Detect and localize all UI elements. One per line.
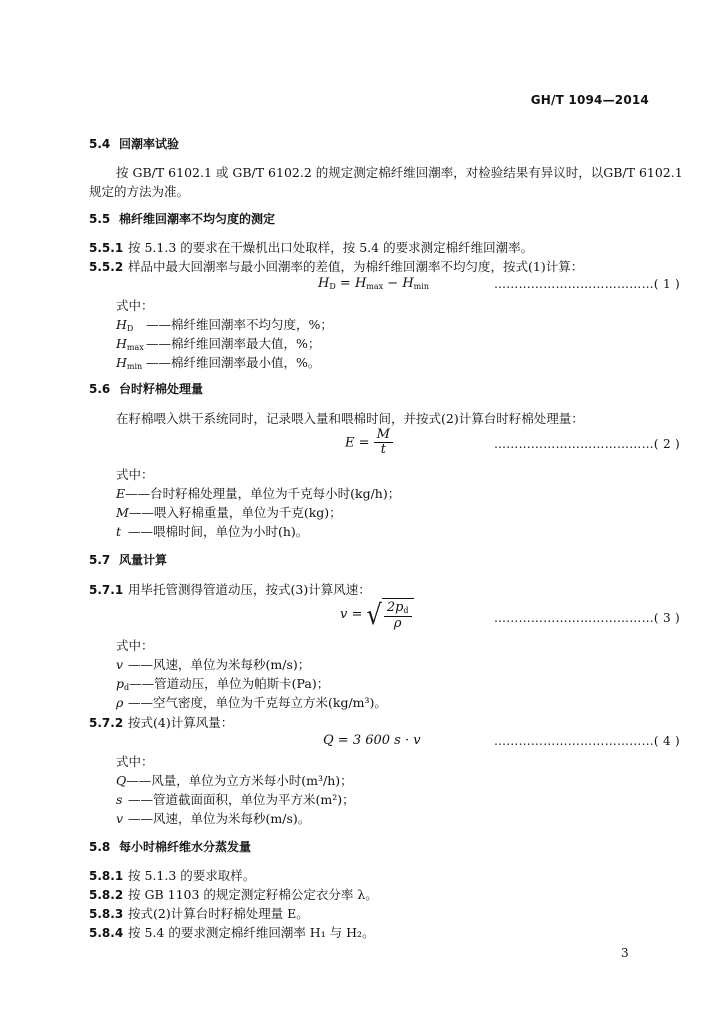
section-number: 5.8 — [89, 840, 111, 854]
section-5-4-heading — [89, 135, 179, 152]
clause-number: 5.8.2 — [89, 888, 124, 902]
formula-1: $H_D = H_{max} - H_{min}$ — [318, 276, 429, 291]
definition-pd: $p_d——$管道动压，单位为帕斯卡(Pa)； — [116, 676, 330, 692]
section-number: 5.6 — [89, 382, 111, 396]
clause-5-5-1 — [89, 238, 533, 256]
clause-5-7-2 — [89, 713, 233, 731]
section-5-7-heading — [89, 551, 167, 568]
definition-t: t ——喂棉时间，单位为小时(h)。 — [116, 524, 309, 539]
section-number: 5.7 — [89, 553, 111, 567]
clause-text: 按 5.1.3 的要求在干燥机出口处取样，按 5.4 的要求测定棉纤维回潮率。 — [128, 240, 534, 255]
clause-number: 5.5.2 — [89, 260, 124, 274]
clause-5-8-2 — [89, 885, 378, 903]
clause-text: 按 5.4 的要求测定棉纤维回潮率 H₁ 与 H₂。 — [128, 925, 375, 940]
definition-e: E——台时籽棉处理量，单位为千克每小时(kg/h)； — [116, 486, 401, 501]
section-number: 5.5 — [89, 212, 111, 226]
section-title: 回潮率试验 — [119, 137, 180, 151]
formula-3: v = √ $\frac{2p_d}{\rho}$ — [340, 598, 414, 631]
clause-5-5-2 — [89, 257, 583, 275]
section-5-6-heading — [89, 380, 203, 397]
definition-v: v ——风速，单位为米每秒(m/s)； — [116, 657, 311, 672]
section-title: 棉纤维回潮率不均匀度的测定 — [119, 212, 276, 226]
formula-4-leader: …………………………………( 4 ) — [494, 734, 681, 748]
formula-4: Q = 3 600 s · v — [323, 733, 421, 748]
section-5-6-text: 在籽棉喂入烘干系统同时，记录喂入量和喂棉时间，并按式(2)计算台时籽棉处理量： — [116, 411, 584, 426]
section-title: 风量计算 — [119, 553, 168, 567]
section-5-4-text-line2: 规定的方法为准。 — [89, 184, 190, 199]
formula-2-leader: …………………………………( 2 ) — [494, 437, 681, 451]
where-label: 式中： — [116, 467, 154, 482]
definition-hd: $H_D$ ——棉纤维回潮率不均匀度，%； — [116, 317, 333, 333]
section-5-4-text-line1: 按 GB/T 6102.1 或 GB/T 6102.2 的规定测定棉纤维回潮率，对检验结果有异议时，以GB/T 6102.1 — [116, 165, 683, 180]
definition-q: Q——风量，单位为立方米每小时(m³/h)； — [116, 773, 353, 788]
clause-number: 5.8.1 — [89, 869, 124, 883]
definition-m: M——喂入籽棉重量，单位为千克(kg)； — [116, 505, 342, 520]
clause-text: 按 GB 1103 的规定测定籽棉公定衣分率 λ。 — [128, 887, 378, 902]
section-number: 5.4 — [89, 137, 111, 151]
document-code-header: GH/T 1094—2014 — [530, 93, 649, 107]
clause-5-8-3 — [89, 904, 309, 922]
section-title: 台时籽棉处理量 — [119, 382, 204, 396]
clause-text: 按 5.1.3 的要求取样。 — [128, 868, 256, 883]
clause-number: 5.7.1 — [89, 583, 124, 597]
where-label: 式中： — [116, 638, 154, 653]
section-5-5-heading — [89, 210, 275, 227]
clause-5-8-4 — [89, 923, 375, 941]
clause-text: 样品中最大回潮率与最小回潮率的差值，为棉纤维回潮率不均匀度，按式(1)计算： — [128, 259, 584, 274]
clause-number: 5.5.1 — [89, 241, 124, 255]
clause-5-8-1 — [89, 866, 255, 884]
clause-text: 按式(4)计算风量： — [128, 715, 234, 730]
section-5-8-heading — [89, 838, 251, 855]
page-number: 3 — [621, 946, 629, 960]
definition-hmin: $H_{min}$ ——棉纤维回潮率最小值，%。 — [116, 355, 321, 371]
clause-5-7-1 — [89, 580, 371, 598]
formula-2: E = $\frac{M}{t}$ — [345, 428, 393, 458]
clause-number: 5.7.2 — [89, 716, 124, 730]
clause-number: 5.8.3 — [89, 907, 124, 921]
where-label: 式中： — [116, 298, 154, 313]
clause-text: 用毕托管测得管道动压，按式(3)计算风速： — [128, 582, 371, 597]
section-title: 每小时棉纤维水分蒸发量 — [119, 840, 252, 854]
definition-hmax: $H_{max}$ ——棉纤维回潮率最大值，%； — [116, 336, 321, 352]
clause-text: 按式(2)计算台时籽棉处理量 E。 — [128, 906, 309, 921]
definition-v2: v ——风速，单位为米每秒(m/s)。 — [116, 811, 311, 826]
formula-1-leader: …………………………………( 1 ) — [494, 277, 681, 291]
definition-s: s ——管道截面面积，单位为平方米(m²)； — [116, 792, 355, 807]
definition-rho: ρ ——空气密度，单位为千克每立方米(kg/m³)。 — [116, 695, 387, 710]
where-label: 式中： — [116, 754, 154, 769]
formula-3-leader: …………………………………( 3 ) — [494, 611, 681, 625]
clause-number: 5.8.4 — [89, 926, 124, 940]
